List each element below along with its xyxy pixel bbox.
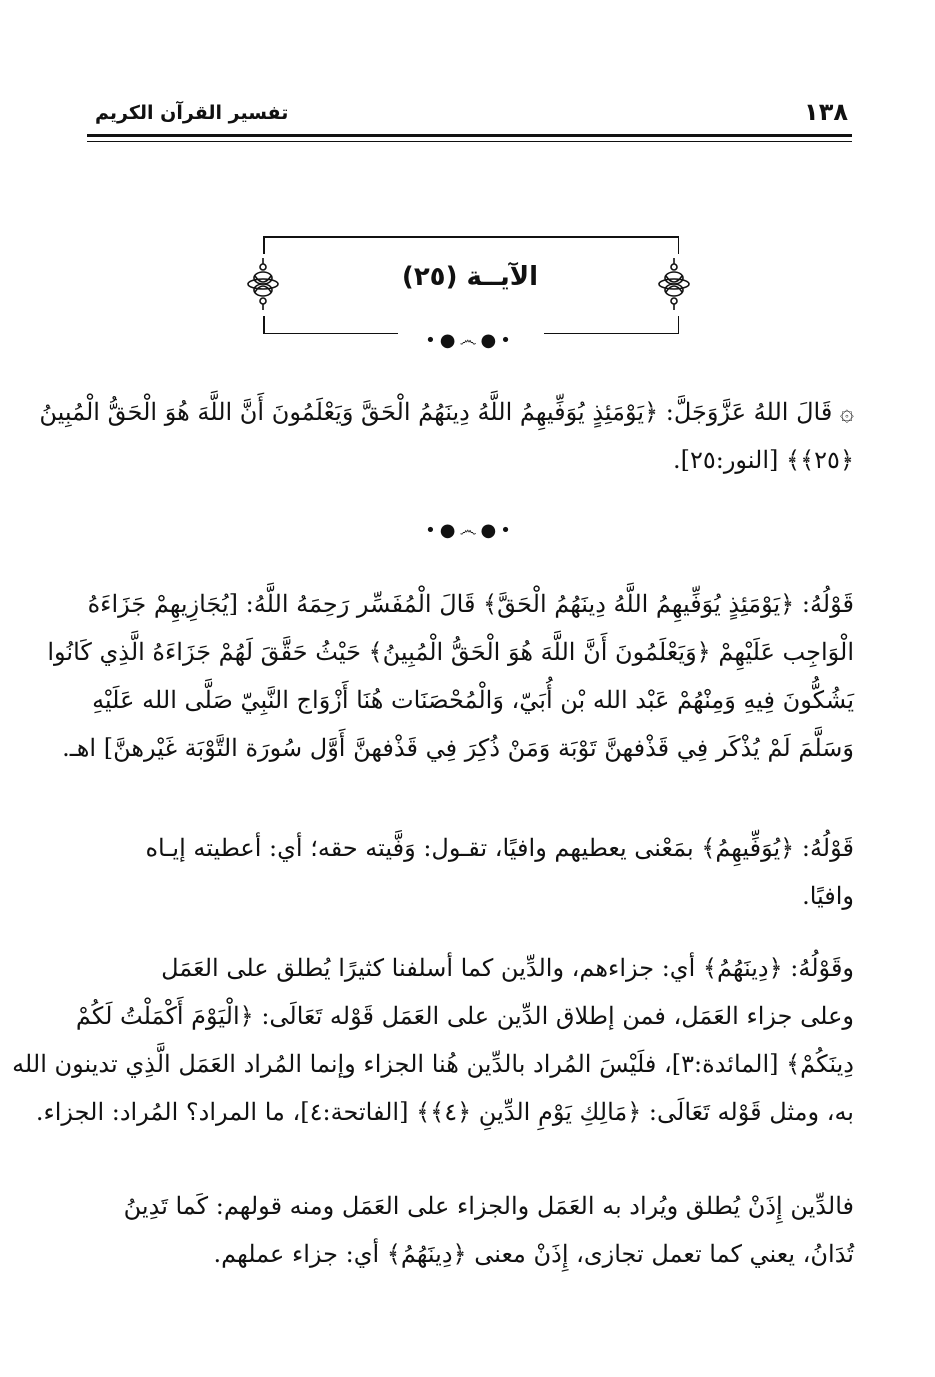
text-line: به، ومثل قَوْله تَعَالَى: ﴿مَالِكِ يَوْمِ الدِّينِ ﴿٤﴾﴾ [الفاتحة:٤]، ما المراد؟ المُراد: الجزاء.: [35, 1098, 854, 1126]
knot-ornament-icon: [245, 258, 281, 310]
running-header: [95, 96, 848, 136]
section-divider: •●෴●•: [425, 520, 515, 541]
text-line: وافيًا.: [802, 882, 854, 910]
commentary-paragraph: [12, 944, 854, 1136]
intro-verse-paragraph: [39, 388, 854, 484]
text-line: ۞ قَالَ اللهُ عَزَّوَجَلَّ: ﴿يَوْمَئِذٍ يُوَفِّيهِمُ اللَّهُ دِينَهُمُ الْحَقَّ وَيَعْلَمُونَ أَنَّ اللَّهَ هُوَ الْحَقُّ الْمُبِينُ: [39, 398, 854, 426]
text-line: قَوْلُهُ: ﴿يُوَفِّيهِمُ﴾ بمَعْنى يعطيهم وافيًا، تقـول: وَفَّيته حقه؛ أي: أعطيته إيـاه: [145, 834, 854, 862]
section-divider: •●෴●•: [425, 330, 515, 351]
text-line: وعلى جزاء العَمَل، فمن إطلاق الدِّين على العَمَل قَوْله تَعَالَى: ﴿الْيَوْمَ أَكْمَلْتُ لَكُمْ: [75, 1002, 854, 1030]
commentary-paragraph: [84, 1182, 854, 1278]
text-line: وَسَلَّمَ لَمْ يُذْكَر فِي قَذْفهنَّ تَوْبَة وَمَنْ ذُكِرَ فِي قَذْفهنَّ أَوَّل سُورَة التَّوْبَة غَيْرهنَّ] اهـ.: [62, 734, 854, 762]
commentary-paragraph: [47, 580, 854, 772]
text-line: قَوْلُهُ: ﴿يَوْمَئِذٍ يُوَفِّيهِمُ اللَّهُ دِينَهُمُ الْحَقَّ﴾ قَالَ الْمُفَسِّر رَحِمَهُ اللَّهُ: [يُجَازِيهِمْ جَزَاءَهُ: [87, 590, 854, 618]
header-rule-thin: [87, 141, 852, 142]
text-line: تُدَانُ، يعني كما تعمل تجازى، إِذَنْ معنى ﴿دِينَهُمُ﴾ أي: جزاء عملهم.: [213, 1240, 854, 1268]
knot-ornament-icon: [656, 258, 692, 310]
verse-heading: الآيــة (٢٥): [401, 262, 539, 292]
header-rule-thick: [87, 134, 852, 137]
page-number: ١٣٨: [804, 98, 848, 126]
text-line: وقَوْلُهُ: ﴿دِينَهُمُ﴾ أي: جزاءهم، والدِّين كما أسلفنا كثيرًا يُطلق على العَمَل: [161, 954, 854, 982]
text-line: دِينَكُمْ﴾ [المائدة:٣]، فلَيْسَ المُراد بالدِّين هُنا الجزاء وإنما المُراد العَمَل الَّذِي تدينون الله: [12, 1050, 854, 1078]
book-title: تفسير القرآن الكريم: [95, 102, 289, 124]
text-line: ﴿٢٥﴾﴾ [النور:٢٥].: [672, 446, 854, 474]
text-line: يَشُكُّونَ فِيهِ وَمِنْهُمْ عَبْد الله بْن أُبَيّ، وَالْمُحْصَنَات هُنَا أَزْوَاج النَّبِيّ صَلَّى الله عَلَيْهِ: [92, 686, 854, 714]
text-line: فالدِّين إِذَنْ يُطلق ويُراد به العَمَل والجزاء على العَمَل ومنه قولهم: كَما تَدِينُ: [123, 1192, 854, 1220]
text-line: الْوَاجِب عَلَيْهِمْ ﴿وَيَعْلَمُونَ أَنَّ اللَّهَ هُوَ الْحَقُّ الْمُبِينُ﴾ حَيْثُ حَقَّقَ لَهُمْ جَزَاءَهُ الَّذِي كَانُوا: [47, 638, 854, 666]
commentary-paragraph: [84, 824, 854, 920]
